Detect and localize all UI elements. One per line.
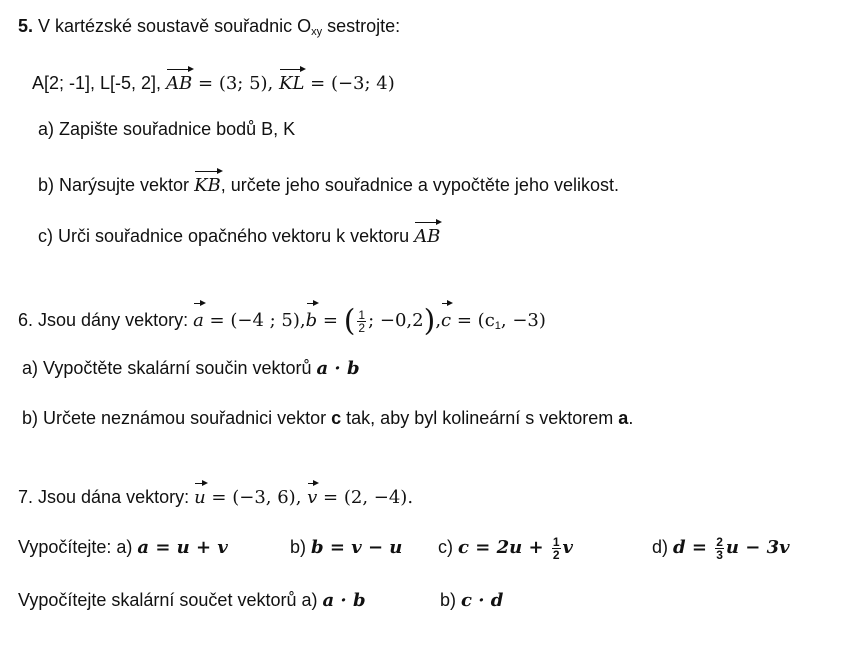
calc-c bbox=[438, 532, 573, 563]
vector-c-value-start: = (c bbox=[451, 310, 495, 331]
calc-d-fraction: $\frac{2}{3}$ bbox=[716, 534, 723, 562]
problem-7-dot-row bbox=[18, 588, 366, 613]
vector-c-name: c bbox=[441, 300, 451, 336]
dot-b bbox=[440, 588, 503, 613]
p6-task-b-mid: tak, aby byl kolineární s vektorem bbox=[341, 408, 619, 428]
problem-6-title-text: 6. Jsou dány vektory: bbox=[18, 310, 194, 330]
problem-5-task-a: a) Zapište souřadnice bodů B, K bbox=[38, 119, 296, 139]
task-c-start: c) Urči souřadnice opačného vektoru k vektoru bbox=[38, 226, 415, 246]
calc-a-expr: a = u + v bbox=[137, 537, 228, 558]
problem-7-title bbox=[18, 480, 413, 510]
vector-kl-value: = (−3; 4) bbox=[304, 73, 395, 94]
problem-5-given bbox=[32, 66, 395, 96]
p6-task-a-expr: a · b bbox=[316, 358, 360, 379]
vector-b-rest: ; −0,2 bbox=[368, 310, 424, 331]
problem-5-title-end: sestrojte: bbox=[322, 16, 401, 36]
vector-v-value: = (2, −4). bbox=[317, 487, 414, 508]
problem-5-title-text: V kartézské soustavě souřadnic O bbox=[33, 16, 312, 36]
dot-a-expr: a · b bbox=[322, 590, 366, 611]
calc-d bbox=[652, 532, 790, 563]
calc-c-fraction: $\frac{1}{2}$ bbox=[552, 534, 560, 562]
problem-5-task-b bbox=[38, 168, 619, 198]
vector-ab-label: AB bbox=[166, 66, 192, 96]
vector-a-name: a bbox=[193, 300, 204, 336]
task-b-end: , určete jeho souřadnice a vypočtěte jeho velikost. bbox=[220, 175, 619, 195]
problem-5-title-sub: xy bbox=[311, 26, 323, 38]
calc-c-expr-start: c = 2u + bbox=[458, 537, 550, 558]
vector-kb-label: KB bbox=[194, 168, 221, 198]
vector-v-name: v bbox=[307, 480, 317, 510]
calc-d-label: d) bbox=[652, 537, 674, 557]
vector-b-eq: = bbox=[317, 310, 344, 331]
vector-u-name: u bbox=[194, 480, 206, 510]
p6-task-a-start: a) Vypočtěte skalární součin vektorů bbox=[22, 358, 317, 378]
dot-b-label: b) bbox=[440, 590, 462, 610]
calc-d-expr-start: d = bbox=[673, 537, 714, 558]
calc-c-label: c) bbox=[438, 537, 458, 557]
problem-6-title: 6. Jsou dány vektory: a = (−4 ; 5),b = ( $\frac{1}{2}$ ; $-0,2),c = (c_1$, −3) bbox=[18, 300, 546, 341]
vector-b-fraction: $\frac{1}{2}$ bbox=[358, 307, 366, 335]
calc-b bbox=[290, 532, 402, 563]
vector-kl-label: KL bbox=[279, 66, 304, 96]
calc-b-expr: b = v − u bbox=[311, 537, 403, 558]
problem-7-calc-row bbox=[18, 532, 228, 563]
problem-6-task-b bbox=[22, 406, 633, 430]
given-points: A[2; -1], L[-5, 2], bbox=[32, 73, 167, 93]
problem-6-task-a bbox=[22, 356, 360, 381]
dot-b-expr: c · d bbox=[461, 590, 504, 611]
vector-b-name: b bbox=[306, 300, 318, 336]
problem-5-number: 5. bbox=[18, 16, 34, 36]
dot-label: Vypočítejte skalární součet vektorů a) bbox=[18, 590, 323, 610]
vector-ab-value: = (3; 5), bbox=[192, 73, 280, 94]
p6-task-b-start: b) Určete neznámou souřadnici vektor bbox=[22, 408, 332, 428]
p6-task-b-a: a bbox=[618, 408, 629, 428]
calc-c-expr-end: v bbox=[562, 537, 573, 558]
problem-5-title bbox=[18, 14, 400, 44]
problem-5-task-c bbox=[38, 219, 440, 249]
p6-task-b-end: . bbox=[628, 408, 634, 428]
vector-ab-label-c: AB bbox=[414, 219, 440, 249]
p6-task-b-c: c bbox=[331, 408, 342, 428]
calc-b-label: b) bbox=[290, 537, 312, 557]
calc-d-expr-end: u − 3v bbox=[725, 537, 790, 558]
vector-c-sub: 1 bbox=[494, 320, 501, 332]
vector-u-value: = (−3, 6), bbox=[205, 487, 308, 508]
vector-a-value: = (−4 ; 5), bbox=[203, 310, 306, 331]
calc-label: Vypočítejte: a) bbox=[18, 537, 138, 557]
problem-7-title-text: 7. Jsou dána vektory: bbox=[18, 487, 195, 507]
vector-c-value-end: , −3) bbox=[500, 310, 546, 331]
task-b-start: b) Narýsujte vektor bbox=[38, 175, 195, 195]
